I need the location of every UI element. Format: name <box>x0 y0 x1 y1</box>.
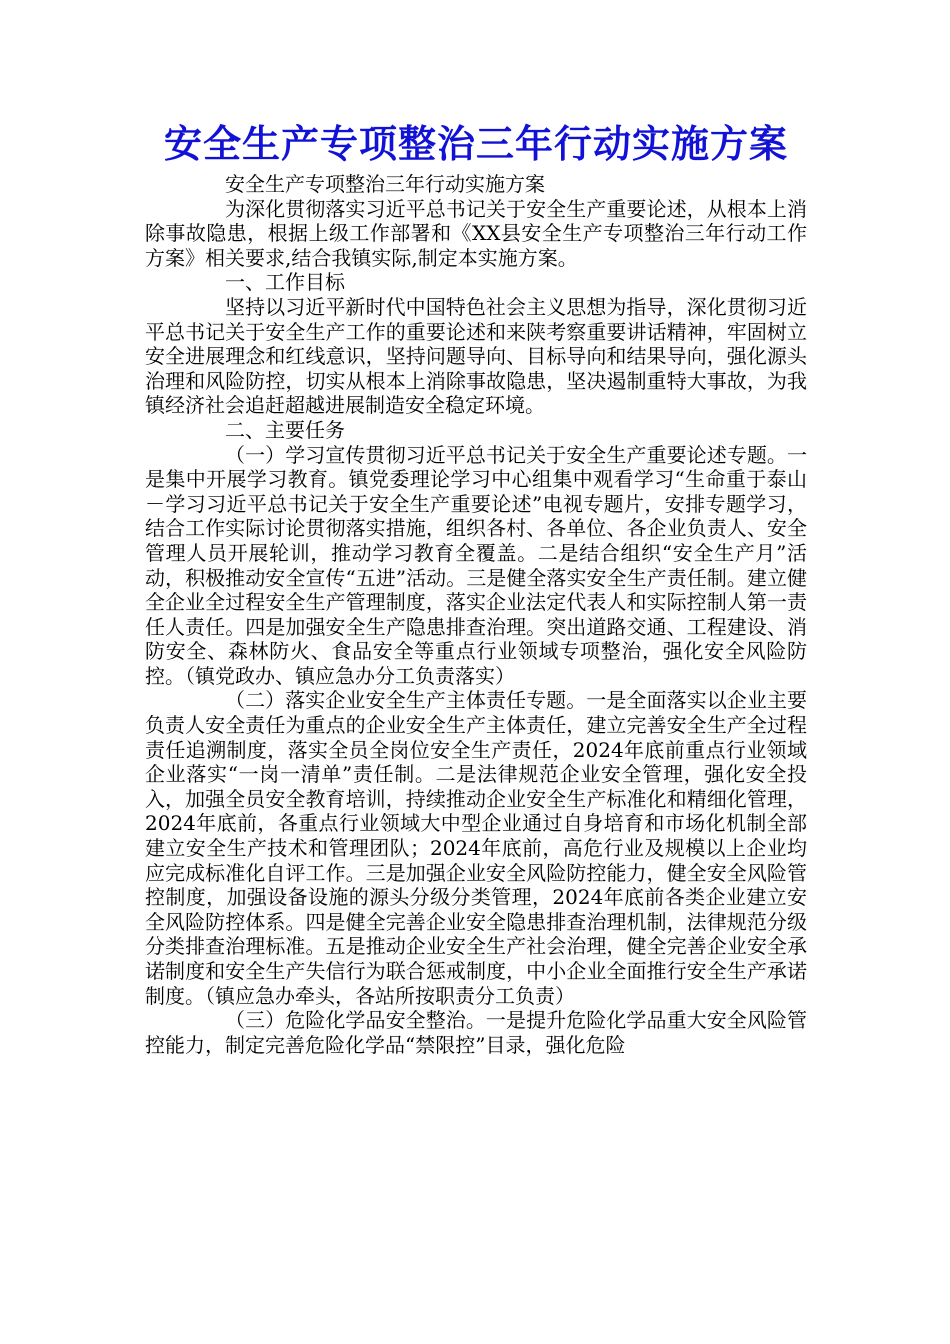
task-paragraph-1: （一）学习宣传贯彻习近平总书记关于安全生产重要论述专题。一是集中开展学习教育。镇党委理论学习中心组集中观看学习“生命重于泰山－学习习近平总书记关于安全生产重要论述”电视专题片，安排专题学习，结合工作实际讨论贯彻落实措施，组织各村、各单位、各企业负责人、安全管理人员开展轮训，推动学习教育全覆盖。二是结合组织“安全生产月”活动，积极推动安全宣传“五进”活动。三是健全落实安全生产责任制。建立健全企业全过程安全生产管理制度，落实企业法定代表人和实际控制人第一责任人责任。四是加强安全生产隐患排查治理。突出道路交通、工程建设、消防安全、森林防火、食品安全等重点行业领域专项整治，强化安全风险防控。（镇党政办、镇应急办分工负责落实） <box>145 442 807 688</box>
document-page <box>145 120 807 1057</box>
goals-paragraph: 坚持以习近平新时代中国特色社会主义思想为指导，深化贯彻习近平总书记关于安全生产工作的重要论述和来陕考察重要讲话精神，牢固树立安全进展理念和红线意识，坚持问题导向、目标导向和结果导向，强化源头治理和风险防控，切实从根本上消除事故隐患，坚决遏制重特大事故，为我镇经济社会追赶超越进展制造安全稳定环境。 <box>145 294 807 418</box>
document-title: 安全生产专项整治三年行动实施方案 <box>163 122 788 166</box>
task-paragraph-2: （二）落实企业安全生产主体责任专题。一是全面落实以企业主要负责人安全责任为重点的企业安全生产主体责任，建立完善安全生产全过程责任追溯制度，落实全员全岗位安全生产责任，2024年底前重点行业领域企业落实“一岗一清单”责任制。二是法律规范企业安全管理，强化安全投入，加强全员安全教育培训，持续推动企业安全生产标准化和精细化管理，2024年底前，各重点行业领域大中型企业通过自身培育和市场化机制全部建立安全生产技术和管理团队；2024年底前，高危行业及规模以上企业均应完成标准化自评工作。三是加强企业安全风险防控能力，健全安全风险管控制度，加强设备设施的源头分级分类管理，2024年底前各类企业建立安全风险防控体系。四是健全完善企业安全隐患排查治理机制，法律规范分级分类排查治理标准。五是推动企业安全生产社会治理，健全完善企业安全承诺制度和安全生产失信行为联合惩戒制度，中小企业全面推行安全生产承诺制度。（镇应急办牵头，各站所按职责分工负责） <box>145 688 807 1008</box>
task-paragraph-3: （三）危险化学品安全整治。一是提升危险化学品重大安全风险管控能力，制定完善危险化学品“禁限控”目录，强化危险 <box>145 1008 807 1057</box>
document-body <box>145 172 807 1057</box>
section-heading-tasks: 二、主要任务 <box>225 417 345 442</box>
subtitle-paragraph: 安全生产专项整治三年行动实施方案 <box>225 172 545 196</box>
section-heading-goals: 一、工作目标 <box>225 270 345 295</box>
intro-paragraph: 为深化贯彻落实习近平总书记关于安全生产重要论述，从根本上消除事故隐患，根据上级工作部署和《XX县安全生产专项整治三年行动工作方案》相关要求,结合我镇实际,制定本实施方案。 <box>145 196 807 270</box>
